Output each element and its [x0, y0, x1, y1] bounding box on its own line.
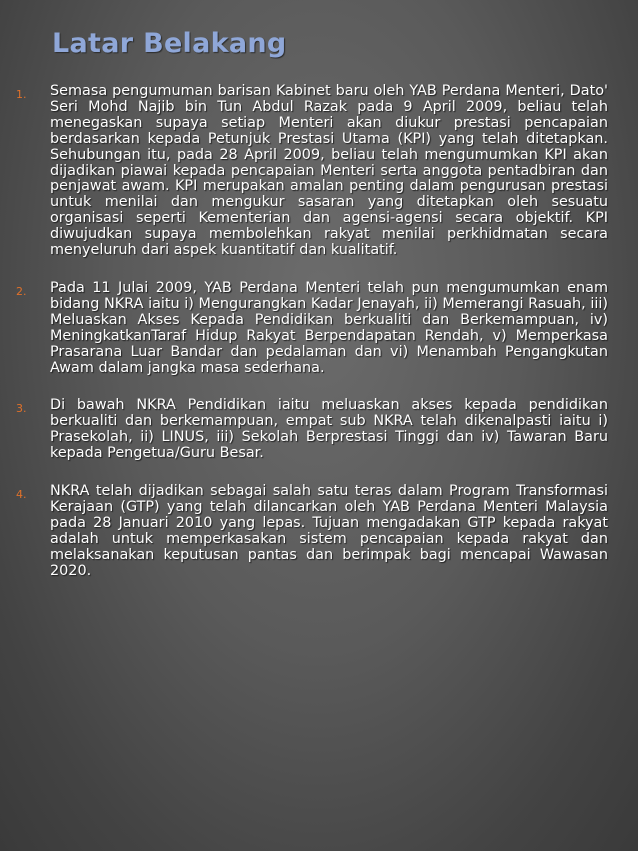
list-item-number: 1.: [16, 88, 27, 101]
list-item-text: Di bawah NKRA Pendidikan iaitu meluaskan akses kepada pendidikan berkualiti dan berkemampuan, empat sub NKRA telah dikenalpasti iaitu i) Prasekolah, ii) LINUS, iii) Sekolah Berprestasi Tinggi dan iv) Tawaran Baru kepada Pengetua/Guru Besar.: [50, 397, 608, 462]
numbered-list: [16, 84, 608, 601]
list-item: [16, 84, 608, 259]
list-item-text: Semasa pengumuman barisan Kabinet baru oleh YAB Perdana Menteri, Dato' Seri Mohd Najib bin Tun Abdul Razak pada 9 April 2009, beliau telah menegaskan supaya setiap Menteri akan diukur prestasi pencapaian berdasarkan kepada Petunjuk Prestasi Utama (KPI) yang telah ditetapkan. Sehubungan itu, pada 28 April 2009, beliau telah mengumumkan KPI akan dijadikan piawai kepada pencapaian Menteri serta anggota pentadbiran dan penjawat awam. KPI merupakan amalan penting dalam pengurusan prestasi untuk menilai dan mengukur sasaran yang ditetapkan oleh sesuatu organisasi seperti Kementerian dan agensi-agensi secara objektif. KPI diwujudkan supaya membolehkan rakyat menilai perkhidmatan secara menyeluruh dari aspek kuantitatif dan kualitatif.: [50, 83, 608, 259]
list-item: [16, 398, 608, 462]
list-item-number: 2.: [16, 284, 27, 298]
list-item: [16, 484, 608, 579]
list-item-number: 4.: [16, 488, 27, 502]
list-item-number: 3.: [16, 402, 27, 416]
slide-title: Latar Belakang: [52, 28, 287, 59]
list-item-text: NKRA telah dijadikan sebagai salah satu teras dalam Program Transformasi Kerajaan (GTP) yang telah dilancarkan oleh YAB Perdana Menteri Malaysia pada 28 Januari 2010 yang lepas. Tujuan mengadakan GTP kepada rakyat adalah untuk memperkasakan sistem pencapaian kepada rakyat dan melaksanakan keputusan pantas dan berimpak bagi mencapai Wawasan 2020.: [50, 483, 608, 579]
list-item-text: Pada 11 Julai 2009, YAB Perdana Menteri telah pun mengumumkan enam bidang NKRA iaitu i) Mengurangkan Kadar Jenayah, ii) Memerangi Rasuah, iii) Meluaskan Akses Kepada Pendidikan berkualiti dan Berkemampuan, iv) MeningkatkanTaraf Hidup Rakyat Berpendapatan Rendah, v) Memperkasa Prasarana Luar Bandar dan pedalaman dan vi) Menambah Pengangkutan Awam dalam jangka masa sederhana.: [50, 279, 608, 376]
list-item: [16, 281, 608, 376]
